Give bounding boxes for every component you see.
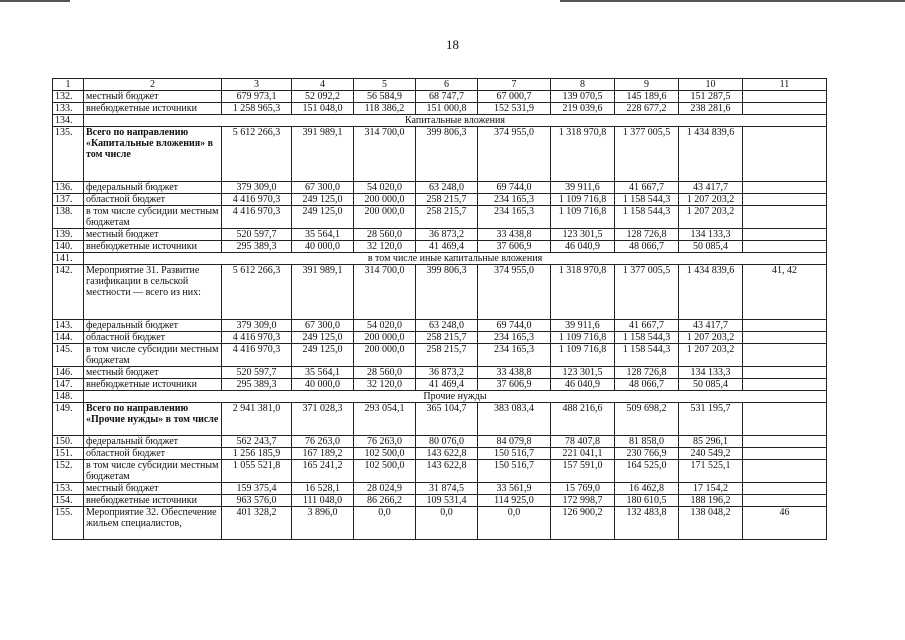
header-row <box>53 79 827 91</box>
value-cell: 28 560,0 <box>354 229 416 241</box>
reference-cell <box>743 241 827 253</box>
value-cell: 234 165,3 <box>478 344 551 367</box>
value-cell: 41 469,4 <box>416 379 478 391</box>
value-cell: 379 309,0 <box>222 182 292 194</box>
row-name: областной бюджет <box>84 194 222 206</box>
value-cell: 68 747,7 <box>416 91 478 103</box>
value-cell: 314 700,0 <box>354 127 416 182</box>
value-cell: 132 483,8 <box>615 507 679 540</box>
value-cell: 128 726,8 <box>615 367 679 379</box>
row-name: внебюджетные источники <box>84 495 222 507</box>
value-cell: 41 469,4 <box>416 241 478 253</box>
reference-cell <box>743 194 827 206</box>
table-row <box>53 103 827 115</box>
value-cell: 40 000,0 <box>292 241 354 253</box>
value-cell: 43 417,7 <box>679 320 743 332</box>
value-cell: 180 610,5 <box>615 495 679 507</box>
value-cell: 221 041,1 <box>551 448 615 460</box>
value-cell: 81 858,0 <box>615 436 679 448</box>
table-row <box>53 229 827 241</box>
value-cell: 46 040,9 <box>551 379 615 391</box>
reference-cell <box>743 436 827 448</box>
value-cell: 16 462,8 <box>615 483 679 495</box>
value-cell: 123 301,5 <box>551 367 615 379</box>
value-cell: 17 154,2 <box>679 483 743 495</box>
value-cell: 200 000,0 <box>354 332 416 344</box>
value-cell: 114 925,0 <box>478 495 551 507</box>
value-cell: 293 054,1 <box>354 403 416 436</box>
value-cell: 200 000,0 <box>354 206 416 229</box>
value-cell: 1 109 716,8 <box>551 206 615 229</box>
row-name: внебюджетные источники <box>84 103 222 115</box>
value-cell: 48 066,7 <box>615 379 679 391</box>
row-number: 136. <box>53 182 84 194</box>
row-name: областной бюджет <box>84 332 222 344</box>
value-cell: 1 158 544,3 <box>615 206 679 229</box>
value-cell: 37 606,9 <box>478 379 551 391</box>
value-cell: 15 769,0 <box>551 483 615 495</box>
value-cell: 152 531,9 <box>478 103 551 115</box>
value-cell: 188 196,2 <box>679 495 743 507</box>
reference-cell <box>743 344 827 367</box>
reference-cell <box>743 483 827 495</box>
value-cell: 4 416 970,3 <box>222 194 292 206</box>
value-cell: 43 417,7 <box>679 182 743 194</box>
value-cell: 1 434 839,6 <box>679 127 743 182</box>
table-row <box>53 495 827 507</box>
value-cell: 28 024,9 <box>354 483 416 495</box>
row-number: 149. <box>53 403 84 436</box>
row-number: 154. <box>53 495 84 507</box>
value-cell: 228 677,2 <box>615 103 679 115</box>
section-title: Капитальные вложения <box>84 115 827 127</box>
value-cell: 1 158 544,3 <box>615 344 679 367</box>
table-row <box>53 194 827 206</box>
table-row <box>53 448 827 460</box>
value-cell: 258 215,7 <box>416 206 478 229</box>
value-cell: 1 258 965,3 <box>222 103 292 115</box>
value-cell: 374 955,0 <box>478 127 551 182</box>
value-cell: 249 125,0 <box>292 332 354 344</box>
value-cell: 33 438,8 <box>478 229 551 241</box>
row-number: 134. <box>53 115 84 127</box>
row-name: в том числе субсидии местным бюджетам <box>84 206 222 229</box>
value-cell: 111 048,0 <box>292 495 354 507</box>
value-cell: 33 438,8 <box>478 367 551 379</box>
value-cell: 963 576,0 <box>222 495 292 507</box>
value-cell: 1 109 716,8 <box>551 194 615 206</box>
value-cell: 138 048,2 <box>679 507 743 540</box>
table-row <box>53 403 827 436</box>
value-cell: 41 667,7 <box>615 320 679 332</box>
section-title: Прочие нужды <box>84 391 827 403</box>
value-cell: 1 158 544,3 <box>615 194 679 206</box>
row-number: 145. <box>53 344 84 367</box>
header-cell: 1 <box>53 79 84 91</box>
value-cell: 164 525,0 <box>615 460 679 483</box>
header-cell: 5 <box>354 79 416 91</box>
value-cell: 1 256 185,9 <box>222 448 292 460</box>
value-cell: 399 806,3 <box>416 127 478 182</box>
header-cell: 4 <box>292 79 354 91</box>
value-cell: 240 549,2 <box>679 448 743 460</box>
table-row <box>53 206 827 229</box>
value-cell: 143 622,8 <box>416 460 478 483</box>
value-cell: 509 698,2 <box>615 403 679 436</box>
header-cell: 3 <box>222 79 292 91</box>
value-cell: 128 726,8 <box>615 229 679 241</box>
value-cell: 1 318 970,8 <box>551 127 615 182</box>
reference-cell <box>743 332 827 344</box>
top-scan-line-left <box>0 0 70 2</box>
row-number: 139. <box>53 229 84 241</box>
reference-cell: 41, 42 <box>743 265 827 320</box>
row-number: 142. <box>53 265 84 320</box>
value-cell: 314 700,0 <box>354 265 416 320</box>
reference-cell <box>743 206 827 229</box>
value-cell: 69 744,0 <box>478 182 551 194</box>
value-cell: 67 300,0 <box>292 320 354 332</box>
value-cell: 295 389,3 <box>222 241 292 253</box>
row-number: 140. <box>53 241 84 253</box>
value-cell: 48 066,7 <box>615 241 679 253</box>
row-number: 148. <box>53 391 84 403</box>
row-number: 132. <box>53 91 84 103</box>
value-cell: 67 000,7 <box>478 91 551 103</box>
value-cell: 219 039,6 <box>551 103 615 115</box>
value-cell: 379 309,0 <box>222 320 292 332</box>
row-number: 155. <box>53 507 84 540</box>
header-cell: 11 <box>743 79 827 91</box>
value-cell: 371 028,3 <box>292 403 354 436</box>
value-cell: 0,0 <box>416 507 478 540</box>
value-cell: 151 048,0 <box>292 103 354 115</box>
value-cell: 0,0 <box>478 507 551 540</box>
value-cell: 520 597,7 <box>222 229 292 241</box>
value-cell: 54 020,0 <box>354 182 416 194</box>
row-name: федеральный бюджет <box>84 182 222 194</box>
reference-cell <box>743 448 827 460</box>
table-row <box>53 182 827 194</box>
value-cell: 234 165,3 <box>478 194 551 206</box>
row-number: 138. <box>53 206 84 229</box>
header-cell: 7 <box>478 79 551 91</box>
header-cell: 9 <box>615 79 679 91</box>
value-cell: 36 873,2 <box>416 229 478 241</box>
section-row <box>53 253 827 265</box>
value-cell: 102 500,0 <box>354 448 416 460</box>
value-cell: 151 000,8 <box>416 103 478 115</box>
row-number: 133. <box>53 103 84 115</box>
row-number: 146. <box>53 367 84 379</box>
top-scan-line-right <box>560 0 905 2</box>
row-number: 137. <box>53 194 84 206</box>
value-cell: 159 375,4 <box>222 483 292 495</box>
table-row <box>53 436 827 448</box>
value-cell: 76 263,0 <box>354 436 416 448</box>
row-number: 151. <box>53 448 84 460</box>
value-cell: 5 612 266,3 <box>222 265 292 320</box>
value-cell: 238 281,6 <box>679 103 743 115</box>
value-cell: 383 083,4 <box>478 403 551 436</box>
value-cell: 151 287,5 <box>679 91 743 103</box>
reference-cell <box>743 229 827 241</box>
row-number: 147. <box>53 379 84 391</box>
value-cell: 84 079,8 <box>478 436 551 448</box>
value-cell: 531 195,7 <box>679 403 743 436</box>
row-name: Мероприятие 32. Обеспечение жильем специалистов, <box>84 507 222 540</box>
value-cell: 50 085,4 <box>679 241 743 253</box>
row-number: 152. <box>53 460 84 483</box>
value-cell: 118 386,2 <box>354 103 416 115</box>
value-cell: 230 766,9 <box>615 448 679 460</box>
value-cell: 520 597,7 <box>222 367 292 379</box>
reference-cell <box>743 379 827 391</box>
value-cell: 134 133,3 <box>679 229 743 241</box>
table-row <box>53 483 827 495</box>
value-cell: 52 092,2 <box>292 91 354 103</box>
value-cell: 63 248,0 <box>416 182 478 194</box>
value-cell: 150 516,7 <box>478 448 551 460</box>
value-cell: 1 207 203,2 <box>679 206 743 229</box>
row-number: 135. <box>53 127 84 182</box>
value-cell: 150 516,7 <box>478 460 551 483</box>
row-name: Мероприятие 31. Развитие газификации в сельской местности — всего из них: <box>84 265 222 320</box>
value-cell: 37 606,9 <box>478 241 551 253</box>
value-cell: 258 215,7 <box>416 194 478 206</box>
table-row <box>53 507 827 540</box>
value-cell: 39 911,6 <box>551 320 615 332</box>
value-cell: 1 207 203,2 <box>679 194 743 206</box>
value-cell: 157 591,0 <box>551 460 615 483</box>
value-cell: 36 873,2 <box>416 367 478 379</box>
value-cell: 4 416 970,3 <box>222 332 292 344</box>
value-cell: 69 744,0 <box>478 320 551 332</box>
value-cell: 40 000,0 <box>292 379 354 391</box>
value-cell: 32 120,0 <box>354 241 416 253</box>
row-number: 144. <box>53 332 84 344</box>
reference-cell <box>743 91 827 103</box>
value-cell: 50 085,4 <box>679 379 743 391</box>
row-name: местный бюджет <box>84 483 222 495</box>
table-row <box>53 265 827 320</box>
value-cell: 102 500,0 <box>354 460 416 483</box>
value-cell: 76 263,0 <box>292 436 354 448</box>
value-cell: 1 109 716,8 <box>551 332 615 344</box>
value-cell: 86 266,2 <box>354 495 416 507</box>
row-name: внебюджетные источники <box>84 379 222 391</box>
value-cell: 391 989,1 <box>292 265 354 320</box>
value-cell: 31 874,5 <box>416 483 478 495</box>
value-cell: 139 070,5 <box>551 91 615 103</box>
table-row <box>53 241 827 253</box>
value-cell: 1 207 203,2 <box>679 332 743 344</box>
value-cell: 67 300,0 <box>292 182 354 194</box>
value-cell: 1 377 005,5 <box>615 127 679 182</box>
reference-cell <box>743 127 827 182</box>
value-cell: 41 667,7 <box>615 182 679 194</box>
value-cell: 134 133,3 <box>679 367 743 379</box>
table-body <box>53 79 827 540</box>
budget-table <box>52 78 827 540</box>
value-cell: 63 248,0 <box>416 320 478 332</box>
value-cell: 78 407,8 <box>551 436 615 448</box>
value-cell: 54 020,0 <box>354 320 416 332</box>
section-row <box>53 391 827 403</box>
table-row <box>53 91 827 103</box>
value-cell: 143 622,8 <box>416 448 478 460</box>
value-cell: 200 000,0 <box>354 194 416 206</box>
reference-cell <box>743 403 827 436</box>
header-cell: 2 <box>84 79 222 91</box>
value-cell: 399 806,3 <box>416 265 478 320</box>
reference-cell <box>743 367 827 379</box>
value-cell: 123 301,5 <box>551 229 615 241</box>
section-row <box>53 115 827 127</box>
value-cell: 258 215,7 <box>416 344 478 367</box>
value-cell: 4 416 970,3 <box>222 344 292 367</box>
row-number: 143. <box>53 320 84 332</box>
value-cell: 56 584,9 <box>354 91 416 103</box>
value-cell: 32 120,0 <box>354 379 416 391</box>
row-name: областной бюджет <box>84 448 222 460</box>
value-cell: 1 318 970,8 <box>551 265 615 320</box>
row-name: Всего по направлению «Прочие нужды» в том числе <box>84 403 222 436</box>
value-cell: 28 560,0 <box>354 367 416 379</box>
row-name: Всего по направлению «Капитальные вложения» в том числе <box>84 127 222 182</box>
value-cell: 35 564,1 <box>292 229 354 241</box>
value-cell: 200 000,0 <box>354 344 416 367</box>
row-number: 150. <box>53 436 84 448</box>
value-cell: 679 973,1 <box>222 91 292 103</box>
value-cell: 5 612 266,3 <box>222 127 292 182</box>
value-cell: 401 328,2 <box>222 507 292 540</box>
row-name: внебюджетные источники <box>84 241 222 253</box>
value-cell: 3 896,0 <box>292 507 354 540</box>
header-cell: 10 <box>679 79 743 91</box>
value-cell: 1 109 716,8 <box>551 344 615 367</box>
value-cell: 249 125,0 <box>292 344 354 367</box>
value-cell: 167 189,2 <box>292 448 354 460</box>
value-cell: 2 941 381,0 <box>222 403 292 436</box>
value-cell: 488 216,6 <box>551 403 615 436</box>
value-cell: 374 955,0 <box>478 265 551 320</box>
value-cell: 172 998,7 <box>551 495 615 507</box>
reference-cell <box>743 320 827 332</box>
reference-cell <box>743 460 827 483</box>
reference-cell <box>743 103 827 115</box>
reference-cell <box>743 182 827 194</box>
row-name: в том числе субсидии местным бюджетам <box>84 460 222 483</box>
value-cell: 4 416 970,3 <box>222 206 292 229</box>
value-cell: 16 528,1 <box>292 483 354 495</box>
row-name: местный бюджет <box>84 367 222 379</box>
value-cell: 234 165,3 <box>478 206 551 229</box>
table-row <box>53 320 827 332</box>
section-title: в том числе иные капитальные вложения <box>84 253 827 265</box>
reference-cell <box>743 495 827 507</box>
row-number: 153. <box>53 483 84 495</box>
row-number: 141. <box>53 253 84 265</box>
value-cell: 33 561,9 <box>478 483 551 495</box>
value-cell: 234 165,3 <box>478 332 551 344</box>
row-name: федеральный бюджет <box>84 436 222 448</box>
table-row <box>53 460 827 483</box>
value-cell: 1 207 203,2 <box>679 344 743 367</box>
reference-cell: 46 <box>743 507 827 540</box>
value-cell: 258 215,7 <box>416 332 478 344</box>
value-cell: 1 377 005,5 <box>615 265 679 320</box>
value-cell: 249 125,0 <box>292 206 354 229</box>
value-cell: 1 055 521,8 <box>222 460 292 483</box>
header-cell: 8 <box>551 79 615 91</box>
value-cell: 85 296,1 <box>679 436 743 448</box>
value-cell: 365 104,7 <box>416 403 478 436</box>
value-cell: 1 434 839,6 <box>679 265 743 320</box>
row-name: местный бюджет <box>84 91 222 103</box>
value-cell: 80 076,0 <box>416 436 478 448</box>
table-row <box>53 344 827 367</box>
value-cell: 0,0 <box>354 507 416 540</box>
value-cell: 249 125,0 <box>292 194 354 206</box>
value-cell: 39 911,6 <box>551 182 615 194</box>
value-cell: 165 241,2 <box>292 460 354 483</box>
value-cell: 35 564,1 <box>292 367 354 379</box>
value-cell: 171 525,1 <box>679 460 743 483</box>
value-cell: 126 900,2 <box>551 507 615 540</box>
row-name: в том числе субсидии местным бюджетам <box>84 344 222 367</box>
value-cell: 295 389,3 <box>222 379 292 391</box>
page-number: 18 <box>446 37 459 52</box>
value-cell: 391 989,1 <box>292 127 354 182</box>
value-cell: 1 158 544,3 <box>615 332 679 344</box>
row-name: местный бюджет <box>84 229 222 241</box>
table-row <box>53 367 827 379</box>
table-row <box>53 379 827 391</box>
row-name: федеральный бюджет <box>84 320 222 332</box>
value-cell: 562 243,7 <box>222 436 292 448</box>
value-cell: 46 040,9 <box>551 241 615 253</box>
table-row <box>53 332 827 344</box>
table-row <box>53 127 827 182</box>
value-cell: 109 531,4 <box>416 495 478 507</box>
header-cell: 6 <box>416 79 478 91</box>
value-cell: 145 189,6 <box>615 91 679 103</box>
